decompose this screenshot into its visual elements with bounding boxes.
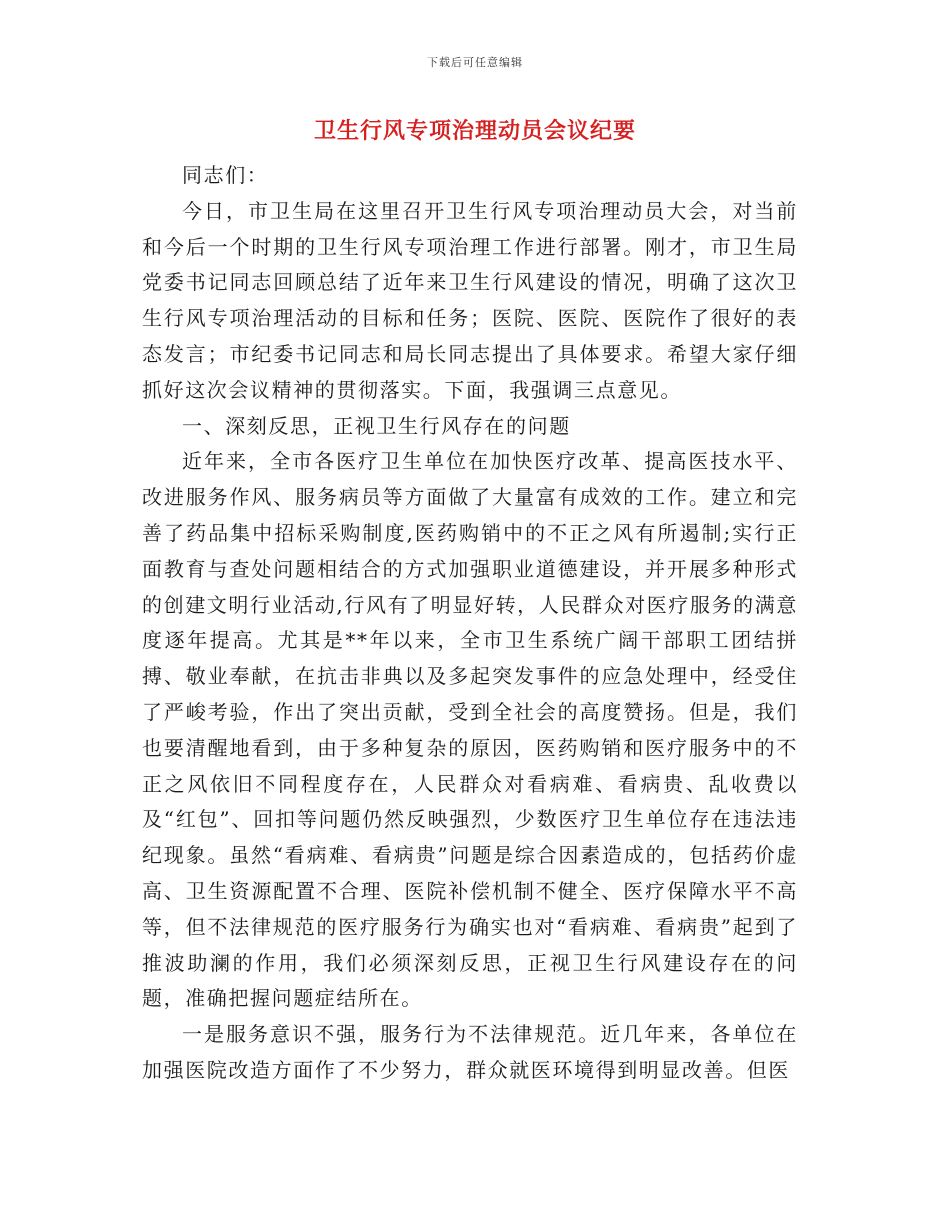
page-header-note: 下载后可任意编辑: [427, 56, 523, 69]
paragraph-intro: 今日，市卫生局在这里召开卫生行风专项治理动员大会，对当前和今后一个时期的卫生行风专项治理工作进行部署。刚才，市卫生局党委书记同志回顾总结了近年来卫生行风建设的情况，明确了这次卫生行风专项治理活动的目标和任务；医院、医院、医院作了很好的表态发言；市纪委书记同志和局长同志提出了具体要求。希望大家仔细抓好这次会议精神的贯彻落实。下面，我强调三点意见。: [142, 198, 798, 402]
paragraph-point-1: 一是服务意识不强，服务行为不法律规范。近几年来，各单位在加强医院改造方面作了不少努力，群众就医环境得到明显改善。但医: [142, 1022, 798, 1082]
section-heading-1: 一、深刻反思，正视卫生行风存在的问题: [182, 413, 571, 438]
document-body: [142, 158, 798, 1089]
salutation: 同志们：: [182, 163, 269, 187]
paragraph-section-1: 近年来，全市各医疗卫生单位在加快医疗改革、提高医技水平、改进服务作风、服务病员等方面做了大量富有成效的工作。建立和完善了药品集中招标采购制度,医药购销中的不正之风有所遏制;实行正面教育与查处问题相结合的方式加强职业道德建设，并开展多种形式的创建文明行业活动,行风有了明显好转，人民群众对医疗服务的满意度逐年提高。尤其是**年以来，全市卫生系统广阔干部职工团结拼搏、敬业奉献，在抗击非典以及多起突发事件的应急处理中，经受住了严峻考验，作出了突出贡献，受到全社会的高度赞扬。但是，我们也要清醒地看到，由于多种复杂的原因，医药购销和医疗服务中的不正之风依旧不同程度存在，人民群众对看病难、看病贵、乱收费以及“红包”、回扣等问题仍然反映强烈，少数医疗卫生单位存在违法违纪现象。虽然“看病难、看病贵”问题是综合因素造成的，包括药价虚高、卫生资源配置不合理、医院补偿机制不健全、医疗保障水平不高等，但不法律规范的医疗服务行为确实也对“看病难、看病贵”起到了推波助澜的作用，我们必须深刻反思，正视卫生行风建设存在的问题，准确把握问题症结所在。: [142, 449, 798, 1011]
document-title: 卫生行风专项治理动员会议纪要: [313, 118, 636, 144]
